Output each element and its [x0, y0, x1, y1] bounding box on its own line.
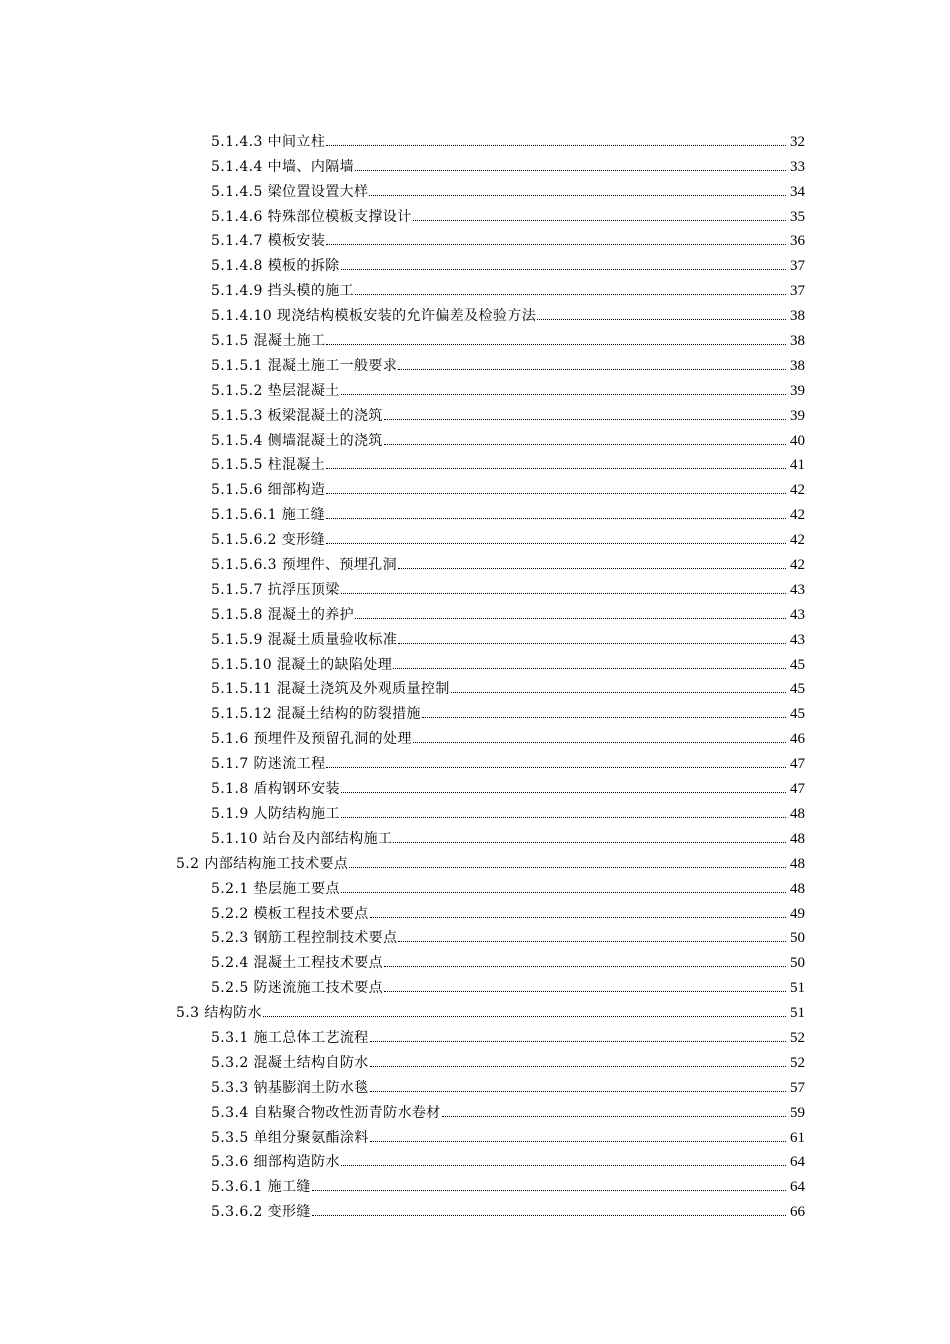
toc-entry[interactable] [0, 1097, 950, 1122]
toc-entry-title: 5.1.4.10 现浇结构模板安装的允许偏差及检验方法 [211, 308, 537, 325]
toc-dot-leader [442, 1116, 786, 1117]
toc-page-number: 61 [790, 1129, 805, 1146]
toc-dot-leader [326, 518, 786, 519]
toc-dot-leader [384, 966, 786, 967]
toc-page-number: 43 [790, 606, 805, 623]
toc-entry[interactable] [0, 923, 950, 948]
toc-entry[interactable] [0, 450, 950, 475]
toc-entry-title: 5.1.5.5 柱混凝土 [211, 457, 326, 474]
toc-entry-title: 5.2.2 模板工程技术要点 [211, 905, 369, 922]
toc-dot-leader [355, 618, 786, 619]
toc-entry-title: 5.1.5 混凝土施工 [211, 333, 326, 350]
toc-entry-title: 5.2.5 防迷流施工技术要点 [211, 980, 384, 997]
toc-dot-leader [341, 892, 786, 893]
toc-dot-leader [326, 344, 786, 345]
toc-page-number: 43 [790, 631, 805, 648]
toc-entry[interactable] [0, 997, 950, 1022]
toc-entry-title: 5.3.6.1 施工缝 [211, 1179, 311, 1196]
toc-entry[interactable] [0, 499, 950, 524]
toc-entry[interactable] [0, 400, 950, 425]
toc-page-number: 38 [790, 357, 805, 374]
toc-entry[interactable] [0, 972, 950, 997]
toc-entry-title: 5.1.4.7 模板安装 [211, 233, 326, 250]
toc-entry[interactable] [0, 300, 950, 325]
toc-entry[interactable] [0, 151, 950, 176]
toc-entry-title: 5.3.6 细部构造防水 [211, 1154, 340, 1171]
toc-entry[interactable] [0, 723, 950, 748]
toc-entry-title: 5.1.5.12 混凝土结构的防裂措施 [211, 706, 421, 723]
toc-page-number: 45 [790, 656, 805, 673]
toc-entry[interactable] [0, 425, 950, 450]
toc-entry[interactable] [0, 1171, 950, 1196]
toc-dot-leader [398, 568, 786, 569]
toc-page-number: 42 [790, 557, 805, 574]
toc-entry-title: 5.1.10 站台及内部结构施工 [211, 830, 393, 847]
toc-dot-leader [384, 444, 786, 445]
toc-entry-title: 5.3 结构防水 [176, 1005, 262, 1022]
toc-entry[interactable] [0, 375, 950, 400]
toc-dot-leader [384, 419, 786, 420]
toc-dot-leader [384, 991, 786, 992]
toc-page-number: 35 [790, 208, 805, 225]
toc-dot-leader [537, 319, 786, 320]
toc-entry-title: 5.1.7 防迷流工程 [211, 756, 326, 773]
toc-dot-leader [349, 867, 786, 868]
toc-entry[interactable] [0, 823, 950, 848]
toc-dot-leader [341, 269, 786, 270]
toc-dot-leader [312, 1215, 786, 1216]
toc-entry-title: 5.1.5.6 细部构造 [211, 482, 326, 499]
toc-entry[interactable] [0, 947, 950, 972]
toc-entry[interactable] [0, 698, 950, 723]
toc-dot-leader [341, 1165, 786, 1166]
toc-entry[interactable] [0, 549, 950, 574]
toc-page-number: 47 [790, 781, 805, 798]
toc-entry-title: 5.1.8 盾构钢环安装 [211, 781, 340, 798]
toc-page-number: 34 [790, 183, 805, 200]
toc-dot-leader [393, 842, 786, 843]
toc-page-number: 45 [790, 681, 805, 698]
toc-dot-leader [413, 742, 786, 743]
toc-entry-title: 5.1.5.1 混凝土施工一般要求 [211, 357, 398, 374]
toc-entry-title: 5.3.3 钠基膨润土防水毯 [211, 1079, 369, 1096]
toc-entry-title: 5.2.3 钢筋工程控制技术要点 [211, 930, 398, 947]
toc-page-number: 46 [790, 731, 805, 748]
toc-entry[interactable] [0, 250, 950, 275]
toc-entry-title: 5.1.5.10 混凝土的缺陷处理 [211, 656, 393, 673]
toc-page-number: 42 [790, 507, 805, 524]
toc-dot-leader [326, 767, 786, 768]
toc-page-number: 59 [790, 1104, 805, 1121]
toc-entry[interactable] [0, 176, 950, 201]
toc-page-number: 38 [790, 333, 805, 350]
toc-dot-leader [413, 220, 786, 221]
toc-entry-title: 5.1.4.6 特殊部位模板支撑设计 [211, 208, 412, 225]
toc-entry[interactable] [0, 1047, 950, 1072]
toc-dot-leader [355, 170, 786, 171]
toc-entry[interactable] [0, 1147, 950, 1172]
toc-dot-leader [263, 1016, 786, 1017]
toc-page-number: 52 [790, 1029, 805, 1046]
toc-entry[interactable] [0, 275, 950, 300]
toc-dot-leader [370, 1141, 786, 1142]
toc-entry-title: 5.1.5.7 抗浮压顶梁 [211, 581, 340, 598]
toc-entry-title: 5.1.5.11 混凝土浇筑及外观质量控制 [211, 681, 450, 698]
toc-entry[interactable] [0, 474, 950, 499]
toc-entry[interactable] [0, 773, 950, 798]
toc-page-number: 39 [790, 382, 805, 399]
toc-entry[interactable] [0, 350, 950, 375]
toc-page-number: 48 [790, 805, 805, 822]
toc-dot-leader [326, 493, 786, 494]
toc-dot-leader [341, 792, 786, 793]
toc-entry[interactable] [0, 1022, 950, 1047]
toc-entry-title: 5.1.5.8 混凝土的养护 [211, 606, 355, 623]
toc-dot-leader [369, 195, 786, 196]
toc-entry[interactable] [0, 748, 950, 773]
toc-entry-title: 5.3.1 施工总体工艺流程 [211, 1029, 369, 1046]
toc-page-number: 43 [790, 581, 805, 598]
toc-entry-title: 5.2.1 垫层施工要点 [211, 880, 340, 897]
toc-entry[interactable] [0, 798, 950, 823]
toc-dot-leader [326, 145, 786, 146]
toc-page-number: 38 [790, 308, 805, 325]
toc-entry[interactable] [0, 574, 950, 599]
toc-entry[interactable] [0, 1072, 950, 1097]
toc-dot-leader [398, 369, 786, 370]
toc-page-number: 37 [790, 258, 805, 275]
toc-entry-title: 5.1.4.3 中间立柱 [211, 133, 326, 150]
toc-entry-title: 5.1.5.9 混凝土质量验收标准 [211, 631, 398, 648]
toc-page-number: 42 [790, 532, 805, 549]
toc-dot-leader [422, 717, 786, 718]
toc-entry-title: 5.3.6.2 变形缝 [211, 1204, 311, 1221]
toc-dot-leader [341, 817, 786, 818]
toc-entry-title: 5.1.9 人防结构施工 [211, 805, 340, 822]
toc-entry-title: 5.1.5.4 侧墙混凝土的浇筑 [211, 432, 383, 449]
toc-entry[interactable] [0, 599, 950, 624]
toc-entry-title: 5.3.4 自粘聚合物改性沥青防水卷材 [211, 1104, 441, 1121]
toc-entry[interactable] [0, 1122, 950, 1147]
toc-entry-title: 5.3.2 混凝土结构自防水 [211, 1054, 369, 1071]
toc-entry[interactable] [0, 226, 950, 251]
toc-entry-title: 5.2 内部结构施工技术要点 [176, 855, 349, 872]
toc-dot-leader [326, 244, 786, 245]
toc-dot-leader [341, 394, 786, 395]
toc-entry-title: 5.1.4.4 中墙、内隔墙 [211, 158, 355, 175]
toc-dot-leader [451, 692, 786, 693]
toc-entry-title: 5.1.5.2 垫层混凝土 [211, 382, 340, 399]
toc-page-number: 40 [790, 432, 805, 449]
toc-entry[interactable] [0, 649, 950, 674]
toc-page-number: 52 [790, 1054, 805, 1071]
toc-dot-leader [341, 593, 786, 594]
toc-entry-title: 5.1.5.6.2 变形缝 [211, 532, 325, 549]
toc-page-number: 64 [790, 1154, 805, 1171]
table-of-contents [0, 126, 950, 1221]
toc-entry[interactable] [0, 524, 950, 549]
toc-page-number: 39 [790, 407, 805, 424]
toc-dot-leader [370, 1091, 786, 1092]
toc-page-number: 66 [790, 1204, 805, 1221]
toc-dot-leader [326, 543, 786, 544]
toc-entry[interactable] [0, 674, 950, 699]
toc-page-number: 32 [790, 133, 805, 150]
toc-dot-leader [370, 1041, 786, 1042]
toc-page-number: 50 [790, 955, 805, 972]
toc-entry-title: 5.1.5.6.3 预埋件、预埋孔洞 [211, 557, 397, 574]
toc-dot-leader [398, 941, 786, 942]
toc-entry-title: 5.1.6 预埋件及预留孔洞的处理 [211, 731, 412, 748]
toc-entry[interactable] [0, 848, 950, 873]
toc-page-number: 36 [790, 233, 805, 250]
toc-entry-title: 5.3.5 单组分聚氨酯涂料 [211, 1129, 369, 1146]
toc-entry-title: 5.2.4 混凝土工程技术要点 [211, 955, 384, 972]
toc-dot-leader [370, 917, 786, 918]
toc-dot-leader [355, 294, 786, 295]
toc-page-number: 51 [790, 980, 805, 997]
toc-page-number: 64 [790, 1179, 805, 1196]
toc-entry-title: 5.1.5.6.1 施工缝 [211, 507, 325, 524]
toc-dot-leader [398, 643, 786, 644]
toc-page-number: 47 [790, 756, 805, 773]
toc-page-number: 42 [790, 482, 805, 499]
toc-entry[interactable] [0, 898, 950, 923]
toc-entry-title: 5.1.4.5 梁位置设置大样 [211, 183, 369, 200]
toc-entry[interactable] [0, 126, 950, 151]
toc-page-number: 33 [790, 158, 805, 175]
toc-page-number: 48 [790, 830, 805, 847]
toc-entry[interactable] [0, 325, 950, 350]
toc-page-number: 57 [790, 1079, 805, 1096]
toc-entry-title: 5.1.4.9 挡头模的施工 [211, 283, 355, 300]
toc-entry-title: 5.1.4.8 模板的拆除 [211, 258, 340, 275]
toc-page-number: 48 [790, 855, 805, 872]
toc-entry[interactable] [0, 624, 950, 649]
toc-page-number: 50 [790, 930, 805, 947]
toc-entry-title: 5.1.5.3 板梁混凝土的浇筑 [211, 407, 383, 424]
toc-page-number: 48 [790, 880, 805, 897]
toc-page-number: 41 [790, 457, 805, 474]
toc-entry[interactable] [0, 1196, 950, 1221]
toc-dot-leader [312, 1190, 786, 1191]
toc-entry[interactable] [0, 201, 950, 226]
toc-page-number: 45 [790, 706, 805, 723]
toc-dot-leader [393, 668, 786, 669]
toc-page-number: 49 [790, 905, 805, 922]
toc-page-number: 51 [790, 1005, 805, 1022]
toc-entry[interactable] [0, 873, 950, 898]
toc-dot-leader [370, 1066, 786, 1067]
toc-dot-leader [326, 468, 786, 469]
toc-page-number: 37 [790, 283, 805, 300]
